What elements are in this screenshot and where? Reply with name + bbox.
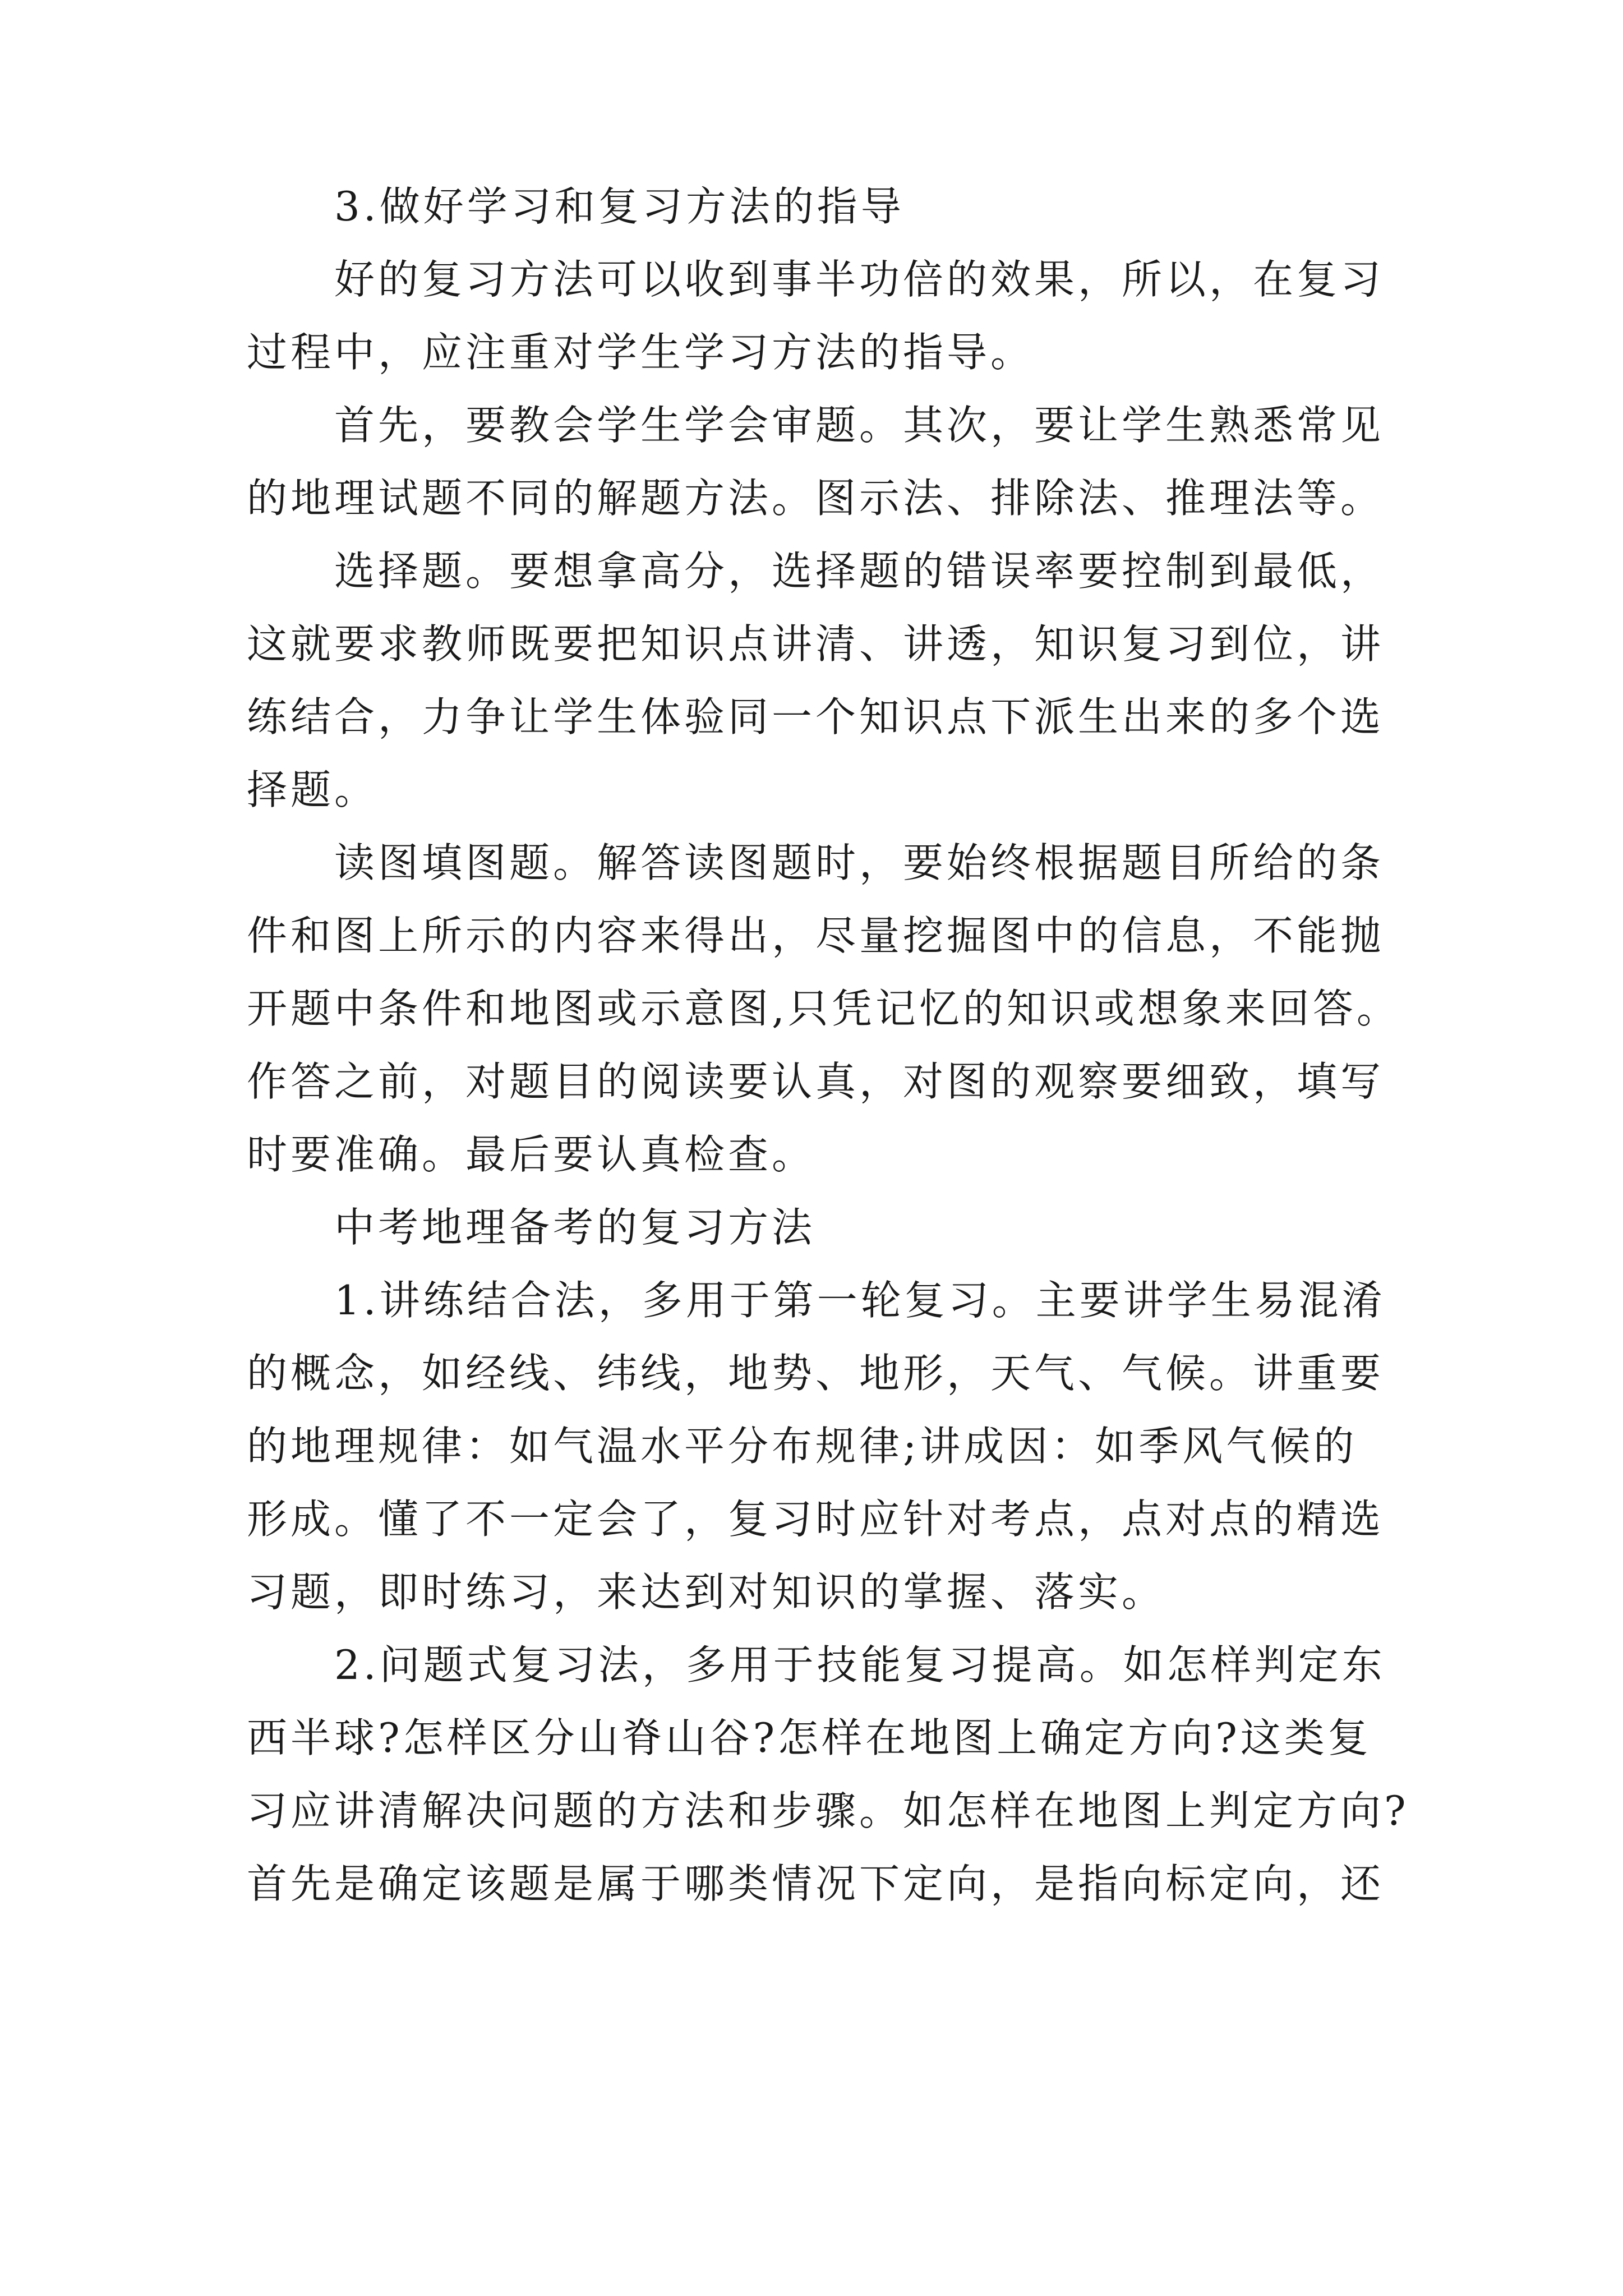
text-line: 的地理规律：如气温水平分布规律;讲成因：如季风气候的 xyxy=(247,1423,1358,1470)
text-line: 中考地理备考的复习方法 xyxy=(334,1204,816,1251)
text-line: 的地理试题不同的解题方法。图示法、排除法、推理法等。 xyxy=(247,475,1385,522)
text-line: 练结合，力争让学生体验同一个知识点下派生出来的多个选 xyxy=(247,693,1385,740)
text-line: 西半球?怎样区分山脊山谷?怎样在地图上确定方向?这类复 xyxy=(247,1714,1372,1761)
text-line: 作答之前，对题目的阅读要认真，对图的观察要细致，填写 xyxy=(247,1058,1385,1105)
text-line: 首先，要教会学生学会审题。其次，要让学生熟悉常见 xyxy=(334,402,1385,449)
text-line: 读图填图题。解答读图题时，要始终根据题目所给的条 xyxy=(334,839,1385,886)
text-line: 选择题。要想拿高分，选择题的错误率要控制到最低， xyxy=(334,547,1385,595)
text-line: 1.讲练结合法，多用于第一轮复习。主要讲学生易混淆 xyxy=(334,1277,1386,1324)
text-line: 好的复习方法可以收到事半功倍的效果，所以，在复习 xyxy=(334,256,1385,303)
text-line: 的概念，如经线、纬线，地势、地形，天气、气候。讲重要 xyxy=(247,1350,1385,1397)
text-line: 过程中，应注重对学生学习方法的指导。 xyxy=(247,329,1035,376)
text-line: 首先是确定该题是属于哪类情况下定向，是指向标定向，还 xyxy=(247,1860,1385,1907)
text-line: 形成。懂了不一定会了，复习时应针对考点，点对点的精选 xyxy=(247,1496,1385,1543)
text-line: 时要准确。最后要认真检查。 xyxy=(247,1131,816,1178)
text-line: 习题，即时练习，来达到对知识的掌握、落实。 xyxy=(247,1568,1166,1616)
text-line: 习应讲清解决问题的方法和步骤。如怎样在地图上判定方向? xyxy=(247,1787,1409,1834)
text-line: 2.问题式复习法，多用于技能复习提高。如怎样判定东 xyxy=(334,1641,1386,1688)
text-line: 择题。 xyxy=(247,766,379,813)
document-body xyxy=(247,170,1409,1920)
text-line: 开题中条件和地图或示意图,只凭记忆的知识或想象来回答。 xyxy=(247,985,1400,1032)
text-line: 件和图上所示的内容来得出，尽量挖掘图中的信息，不能抛 xyxy=(247,912,1385,959)
text-line: 3.做好学习和复习方法的指导 xyxy=(334,183,905,230)
text-line: 这就要求教师既要把知识点讲清、讲透，知识复习到位，讲 xyxy=(247,620,1385,668)
